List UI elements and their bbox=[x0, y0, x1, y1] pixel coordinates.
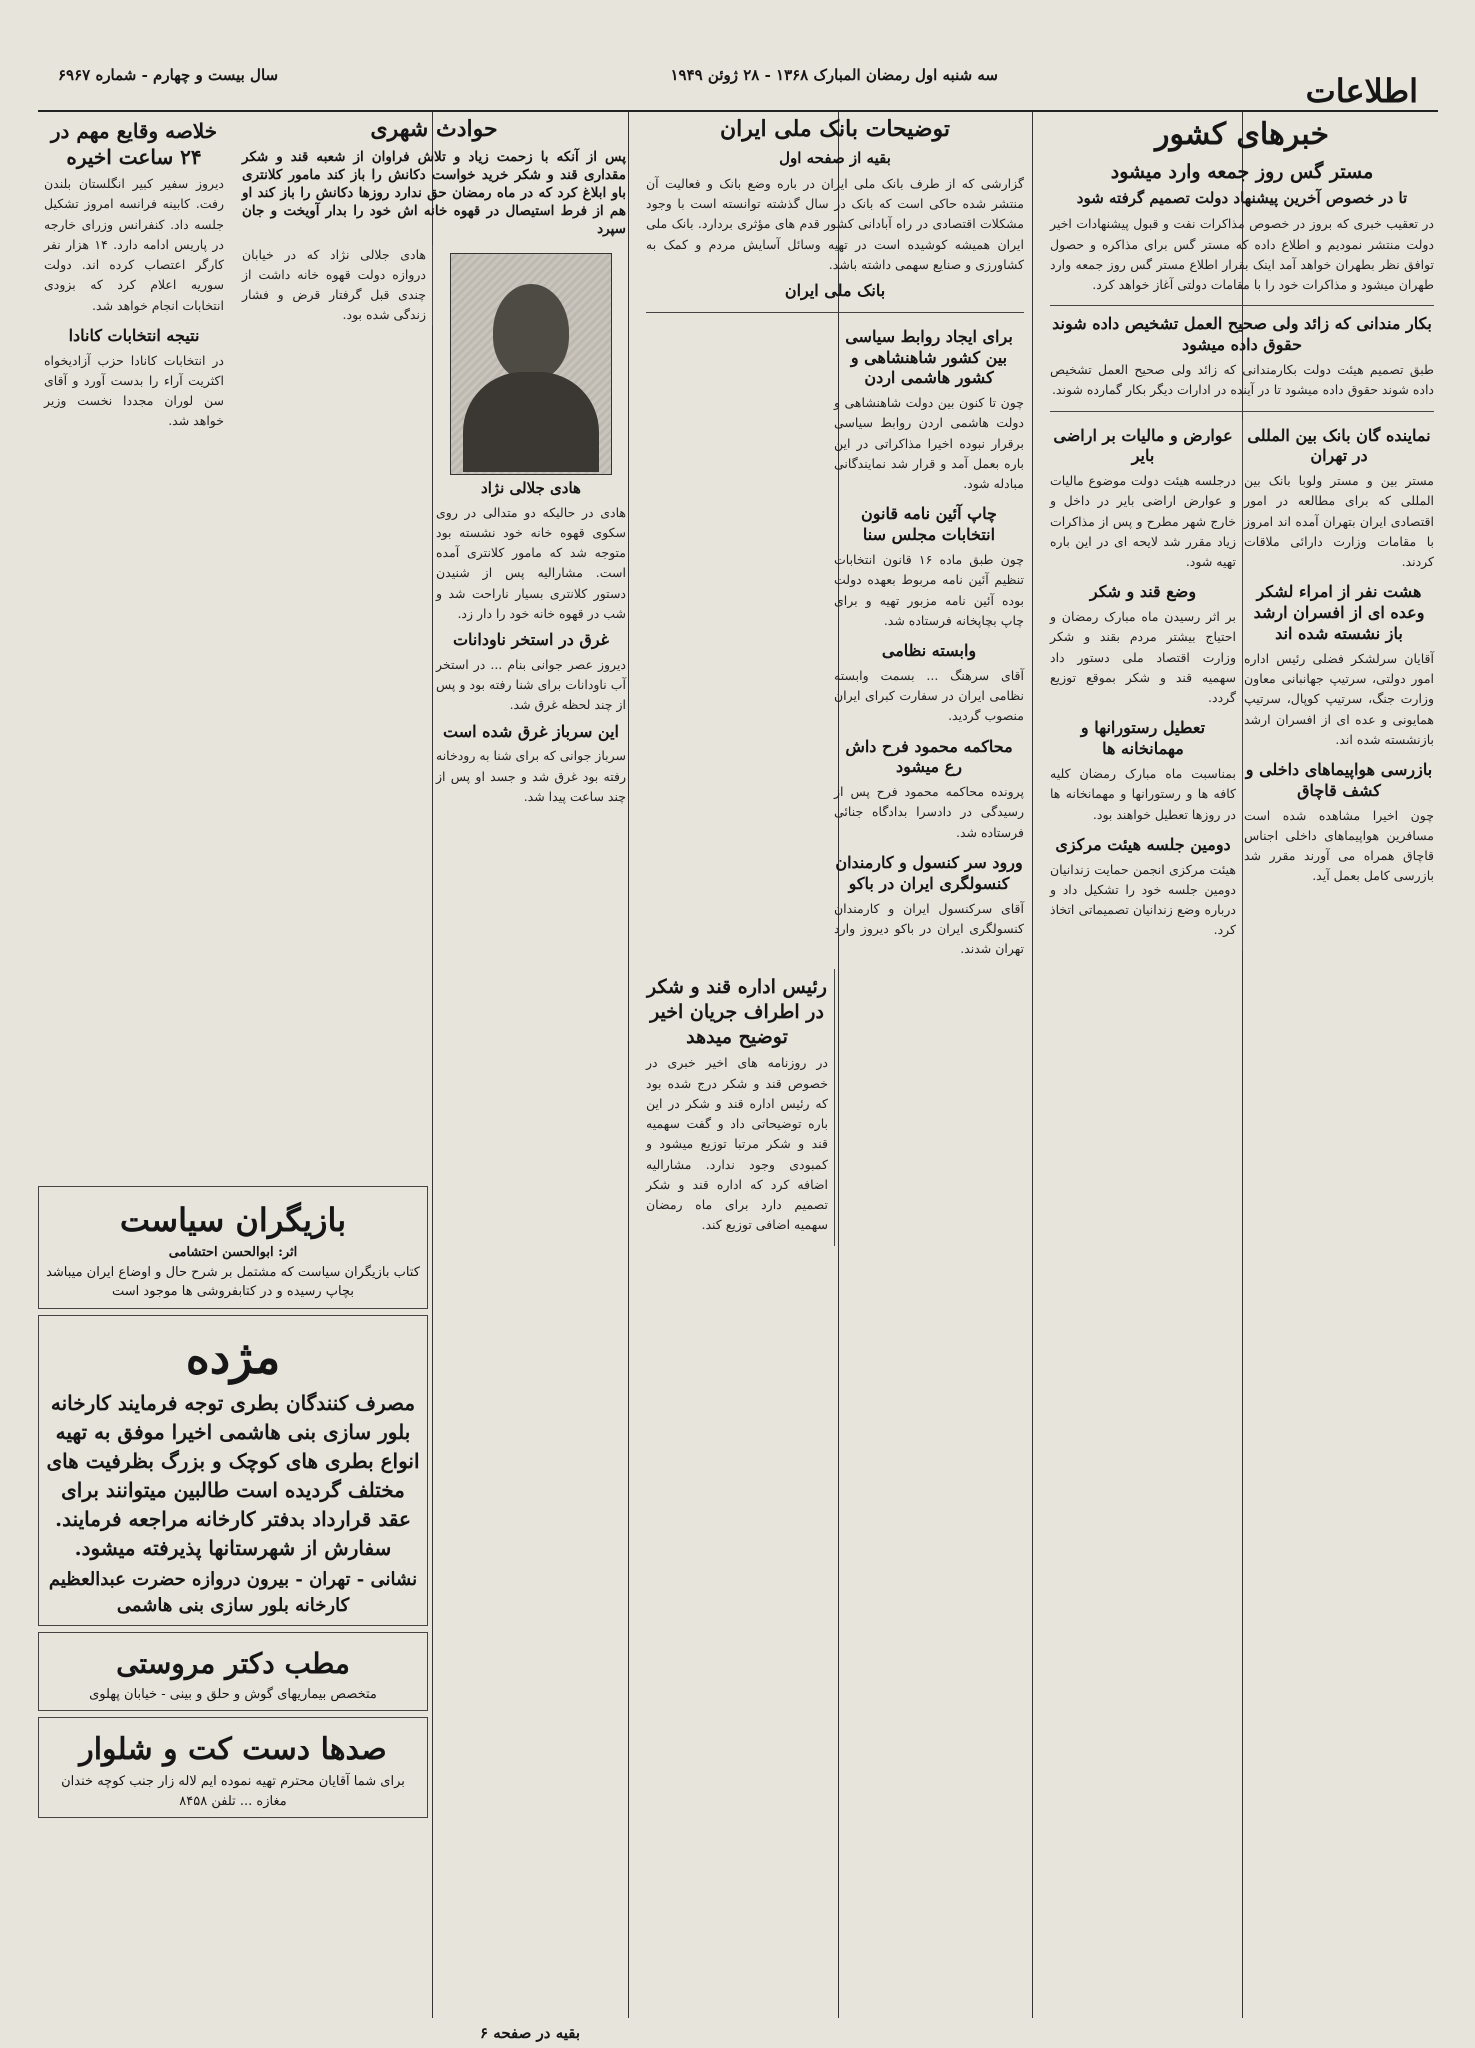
article-body: دیروز سفیر کبیر انگلستان بلندن رفت. کابینه فرانسه امروز تشکیل جلسه داد. کنفرانس وزرای خارجه در پاریس ادامه دارد. ۱۴ هزار نفر کارگر اعتصاب کرده اند. دولت سوریه اعلام کرد که بزودی انتخابات انجام خواهد شد. bbox=[44, 176, 224, 313]
sub-column bbox=[1050, 420, 1243, 951]
column-bank bbox=[640, 112, 1030, 2018]
headline: رئیس اداره قند و شکر در اطراف جریان اخیر توضیح میدهد bbox=[647, 976, 827, 1048]
article-committee bbox=[1050, 835, 1236, 941]
article-body: گزارشی که از طرف بانک ملی ایران در باره وضع بانک و فعالیت آن منتشر شده حاکی است که بانک در سال گذشته توانسته است با وجود مشکلات اقتصادی در راه آبادانی کشور قدم های مؤثری بردارد. بانک ملی ایران همیشه کوشیده است در تهیه وسائل آسایش مردم و کمک به کشاورزی و صنایع سهمی داشته باشد. bbox=[646, 175, 1025, 272]
article-body: طبق تصمیم هیئت دولت بکارمندانی که زائد ولی صحیح العمل تشخیص داده شوند حقوق داده میشود تا در آینده در ادارات دیگر بکار گمارده شوند. bbox=[1050, 362, 1434, 398]
headline: وضع قند و شکر bbox=[1089, 582, 1197, 602]
article-bank bbox=[646, 116, 1024, 302]
sub-column bbox=[646, 969, 835, 1245]
article-sugar bbox=[1050, 582, 1236, 708]
ad-doctor bbox=[38, 1632, 428, 1711]
ad-title: بازیگران سیاست bbox=[119, 1201, 347, 1239]
newspaper-title: اطلاعات bbox=[1305, 72, 1418, 110]
portrait-head bbox=[493, 284, 569, 380]
ad-author: اثر: ابوالحسن احتشامی bbox=[168, 1245, 298, 1261]
headline: عوارض و مالیات بر اراضی بایر bbox=[1053, 425, 1233, 466]
sub-column bbox=[1244, 420, 1434, 897]
divider bbox=[646, 312, 1024, 313]
article-body: دیروز عصر جوانی بنام ... در استخر آب ناودانات برای شنا رفته بود و پس از چند لحظه غرق شد. bbox=[436, 656, 626, 713]
sub-column bbox=[436, 245, 626, 808]
portrait-photo bbox=[450, 253, 612, 475]
sub-column bbox=[242, 245, 433, 326]
article-body: بر اثر رسیدن ماه مبارک رمضان و احتیاج بیشتر مردم بقند و شکر وزارت اقتصاد ملی دستور داد سهمیه قند و شکر بموقع توزیع گردد. bbox=[1050, 609, 1236, 706]
article-senate bbox=[834, 504, 1024, 631]
issue-date: سه شنبه اول رمضان المبارک ۱۳۶۸ - ۲۸ ژوئن ۱۹۴۹ bbox=[670, 66, 998, 84]
article-body: چون طبق ماده ۱۶ قانون انتخابات تنظیم آئین نامه مربوط بعهده دولت بوده آئین نامه مزبور تهیه و برای چاپ بچاپخانه فرستاده شد. bbox=[834, 552, 1024, 628]
article-body: در روزنامه های اخیر خبری در خصوص قند و شکر درج شده بود که رئیس اداره قند و شکر در این باره توضیحاتی داد و گفت سهمیه قند و شکر مرتبا توزیع میشود و کمبودی وجود ندارد. مشارالیه اضافه کرد که اداره قند و شکر تصمیم دارد برای ماه رمضان سهمیه اضافی توزیع کند. bbox=[646, 1055, 828, 1233]
article-body: در انتخابات کانادا حزب آزادیخواه اکثریت آراء را بدست آورد و آقای سن لوران مجددا نخست وزیر خواهد شد. bbox=[44, 352, 224, 429]
ad-body: مصرف کنندگان بطری توجه فرمایند کارخانه بلور سازی بنی هاشمی اخیرا موفق به تهیه انواع بطری های کوچک و بزرگ بظرفیت های مختلف گردیده است طالبین میتوانند برای عقد قرارداد بدفتر کارخانه مراجعه فرمایند. سفارش از شهرستانها پذیرفته میشود. bbox=[46, 1391, 420, 1561]
sub-column bbox=[834, 321, 1024, 969]
portrait-shoulders bbox=[463, 372, 599, 472]
headline: غرق در استخر ناودانات bbox=[452, 630, 610, 650]
ad-glass-factory bbox=[38, 1315, 428, 1626]
headline: هشت نفر از امراء لشکر وعده ای از افسران ارشد باز نشسته شده اند bbox=[1253, 582, 1425, 643]
ad-address: نشانی - تهران - بیرون دروازه حضرت عبدالعظیم کارخانه بلور سازی بنی هاشمی bbox=[48, 1569, 418, 1617]
headline: نماینده گان بانک بین المللی در تهران bbox=[1247, 425, 1431, 466]
article-body: درجلسه هیئت دولت موضوع مالیات و عوارض اراضی بایر در داخل و خارج شهر مطرح و پس از مذاکرات زیاد مقرر شد لایحه ای در این باره تهیه شود. bbox=[1050, 473, 1236, 570]
article-body: آقای سرکنسول ایران و کارمندان کنسولگری ایران در باکو دیروز وارد تهران شدند. bbox=[834, 900, 1024, 957]
article-body: هادی جلالی نژاد که در خیابان دروازه دولت قهوه خانه داشت از چندی قبل گرفتار قرض و فشار زندگی شده بود. bbox=[242, 246, 426, 323]
ad-title: مطب دکتر مروستی bbox=[116, 1647, 350, 1681]
page-footer: بقیه در صفحه ۶ bbox=[480, 2024, 581, 2042]
headline: بکار مندانی که زائد ولی صحیح العمل تشخیص داده شوند حقوق داده میشود bbox=[1052, 314, 1432, 355]
column-right bbox=[1044, 112, 1440, 2018]
headline: حوادث شهری bbox=[370, 116, 498, 142]
ad-body: برای شما آقایان محترم تهیه نموده ایم لاله زار جنب کوچه خندان مغازه ... تلفن ۸۴۵۸ bbox=[61, 1774, 405, 1809]
article-world-bank bbox=[1244, 426, 1434, 573]
article-trial bbox=[834, 737, 1024, 843]
signature: بانک ملی ایران bbox=[784, 281, 886, 300]
article-smuggling bbox=[1244, 760, 1434, 887]
article-body: در تعقیب خبری که بروز در خصوص مذاکرات نفت و قبول پیشنهادات اخیر دولت منتشر نمودیم و اطلاع داده که مستر گس برای مذاکره و حصول توافق نظر بطهران خواهد آمد اینک بقرار اطلاع مستر گس روز جمعه وارد طهران میشود و مذاکرات خود را با مقامات دولتی آغاز خواهد کرد. bbox=[1050, 216, 1434, 293]
masthead bbox=[38, 60, 1438, 112]
headline: خلاصه وقایع مهم در ۲۴ ساعت اخیره bbox=[50, 119, 218, 169]
article-body: چون تا کنون بین دولت شاهنشاهی و دولت هاشمی اردن روابط سیاسی برقرار نبوده اخیرا مذاکراتی در این باره بعمل آمد و قرار شد نمایندگانی مبادله شود. bbox=[834, 395, 1024, 492]
article-body: بمناسبت ماه مبارک رمضان کلیه کافه ها و رستورانها و مهمانخانه ها در روزها تعطیل خواهند بود. bbox=[1050, 766, 1236, 822]
ad-body: متخصص بیماریهای گوش و حلق و بینی - خیابان پهلوی bbox=[89, 1686, 377, 1702]
ad-book bbox=[38, 1186, 428, 1309]
column-rule bbox=[1032, 112, 1033, 2018]
article-officers bbox=[1244, 582, 1434, 750]
article-summary bbox=[44, 118, 224, 316]
headline: خبرهای کشور bbox=[1154, 117, 1330, 152]
headline: نتیجه انتخابات کانادا bbox=[68, 325, 200, 345]
headline: توضیحات بانک ملی ایران bbox=[719, 116, 951, 142]
headline: برای ایجاد روابط سیاسی بین کشور شاهنشاهی و کشور هاشمی اردن bbox=[845, 326, 1013, 388]
divider bbox=[1050, 305, 1434, 306]
headline: بازرسی هواپیماهای داخلی و کشف قاچاق bbox=[1245, 760, 1433, 800]
article-restaurants bbox=[1050, 718, 1236, 824]
article-country-news bbox=[1050, 116, 1434, 295]
headline: وابسته نظامی bbox=[881, 641, 977, 661]
article-canada bbox=[44, 326, 224, 432]
headline: چاپ آئین نامه قانون انتخابات مجلس سنا bbox=[861, 504, 997, 545]
article-sugar-office bbox=[646, 975, 828, 1235]
article-body: آقایان سرلشکر فضلی رئیس اداره امور دولتی، سرتیپ جهانبانی معاون وزارت جنگ، سرتیپ کوپال، سرتیپ همایونی و عده ای از افسران ارشد بازنشسته شده اند. bbox=[1244, 650, 1434, 747]
ad-suits bbox=[38, 1717, 428, 1818]
article-employees bbox=[1050, 314, 1434, 400]
ad-title: مژده bbox=[185, 1329, 281, 1384]
article-body: پرونده محاکمه محمود فرح پس از رسیدگی در دادسرا بدادگاه جنائی فرستاده شد. bbox=[834, 784, 1024, 840]
article-body: هیئت مرکزی انجمن حمایت زندانیان دومین جلسه خود را تشکیل داد و درباره وضع زندانیان تصمیماتی اتخاذ کرد. bbox=[1050, 861, 1236, 938]
article-attache bbox=[834, 641, 1024, 727]
ad-title: صدها دست کت و شلوار bbox=[79, 1732, 387, 1768]
article-body: چون اخیرا مشاهده شده است مسافرین هواپیماهای داخلی اجناس قاچاق همراه می آورند مقرر شد بازرسی کامل بعمل آید. bbox=[1244, 807, 1434, 884]
photo-caption: هادی جلالی نژاد bbox=[481, 478, 581, 497]
ad-body: کتاب بازیگران سیاست که مشتمل بر شرح حال و اوضاع ایران میباشد بچاپ رسیده و در کتابفروشی ها موجود است bbox=[46, 1264, 420, 1300]
article-city-events bbox=[242, 116, 626, 804]
issue-number: سال بیست و چهارم - شماره ۶۹۶۷ bbox=[58, 66, 279, 84]
headline: تعطیل رستورانها و مهمانخانه ها bbox=[1080, 718, 1206, 759]
divider bbox=[1050, 411, 1434, 412]
headline: این سرباز غرق شده است bbox=[442, 721, 619, 741]
subheadline: تا در خصوص آخرین پیشنهاد دولت تصمیم گرفته شود bbox=[1076, 189, 1408, 208]
article-jordan bbox=[834, 327, 1024, 495]
headline: دومین جلسه هیئت مرکزی bbox=[1055, 834, 1231, 854]
article-body: آقای سرهنگ ... بسمت وابسته نظامی ایران در سفارت کبرای ایران منصوب گردید. bbox=[834, 667, 1024, 724]
headline: محاکمه محمود فرح داش رع میشود bbox=[845, 736, 1013, 777]
article-land-tax bbox=[1050, 426, 1236, 573]
headline: ورود سر کنسول و کارمندان کنسولگری ایران در باکو bbox=[835, 852, 1023, 893]
article-body: مستر بین و مستر ولوبا بانک بین المللی که برای مطالعه در امور اقتصادی ایران بتهران آمده اند امروز با مقامات وزارت دارائی ملاقات کردند. bbox=[1244, 473, 1434, 570]
subheadline: مستر گس روز جمعه وارد میشود bbox=[1110, 160, 1374, 183]
ads-area bbox=[38, 1180, 428, 2010]
article-consul bbox=[834, 853, 1024, 959]
subheadline: پس از آنکه با زحمت زیاد و تلاش فراوان از شعبه قند و شکر مقداری قند و شکر خرید خواست دکانش را باز کند مامور کلانتری باو ابلاغ کرد که در ماه رمضان حق ندارد روزها دکانش را باز کند او هم از فرط استیصال در قهوه خانه اش خود را بدار آویخت و جان سپرد bbox=[242, 148, 626, 238]
subheadline: بقیه از صفحه اول bbox=[779, 148, 891, 167]
article-body: سرباز جوانی که برای شنا به رودخانه رفته بود غرق شد و جسد او پس از چند ساعت پیدا شد. bbox=[436, 748, 626, 804]
article-body: هادی در حالیکه دو متدالی در روی سکوی قهوه خانه خود نشسته بود متوجه شد که مامور کلانتری آمده است. مشارالیه پس از شنیدن دستور کلانتری بسیار ناراحت شد و شب در قهوه خانه خود را دار زد. bbox=[436, 504, 626, 621]
